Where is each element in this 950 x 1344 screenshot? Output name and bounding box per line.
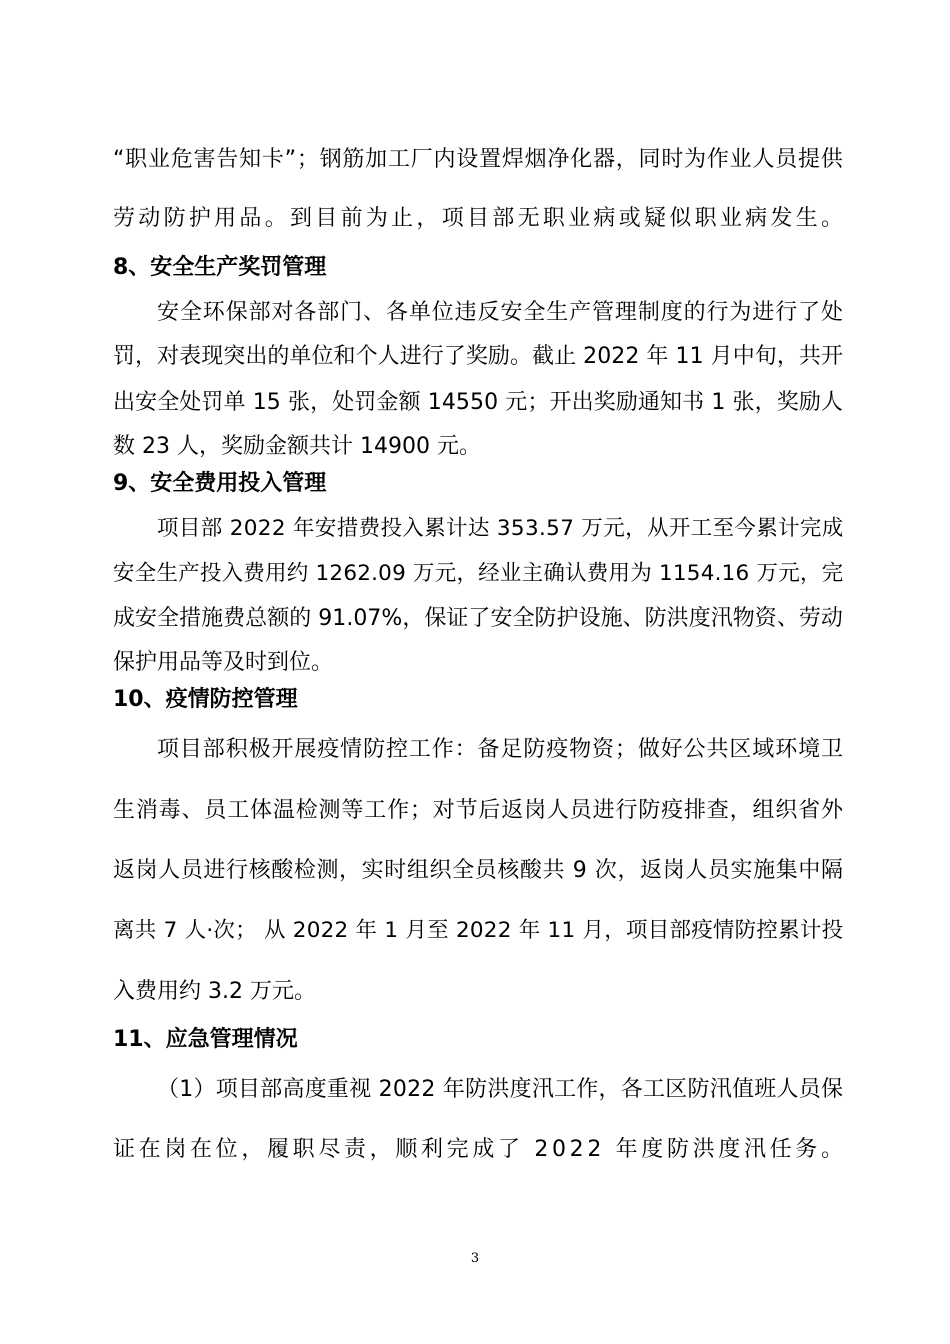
paragraph-line: 返岗人员进行核酸检测，实时组织全员核酸共 9 次，返岗人员实施集中隔 bbox=[113, 858, 844, 883]
section-heading: 8、安全生产奖罚管理 bbox=[113, 255, 327, 280]
paragraph-line: 离共 7 人·次； 从 2022 年 1 月至 2022 年 11 月，项目部疫情防控累计投 bbox=[113, 918, 844, 943]
paragraph-line: 安全环保部对各部门、各单位违反安全生产管理制度的行为进行了处 bbox=[157, 300, 844, 325]
page-number: 3 bbox=[470, 1251, 480, 1266]
paragraph-line: 入费用约 3.2 万元。 bbox=[113, 979, 316, 1004]
section-heading: 11、应急管理情况 bbox=[113, 1027, 298, 1052]
paragraph-line: 安全生产投入费用约 1262.09 万元，经业主确认费用为 1154.16 万元，完 bbox=[113, 561, 844, 586]
paragraph-line: 项目部积极开展疫情防控工作：备足防疫物资；做好公共区域环境卫 bbox=[157, 737, 844, 762]
paragraph-line: 出安全处罚单 15 张，处罚金额 14550 元；开出奖励通知书 1 张，奖励人 bbox=[113, 390, 844, 415]
section-heading: 10、疫情防控管理 bbox=[113, 687, 298, 712]
paragraph-line: 项目部 2022 年安措费投入累计达 353.57 万元，从开工至今累计完成 bbox=[157, 516, 844, 541]
section-heading: 9、安全费用投入管理 bbox=[113, 471, 327, 496]
paragraph-line: （1）项目部高度重视 2022 年防洪度汛工作，各工区防汛值班人员保 bbox=[157, 1077, 844, 1102]
paragraph-line: 生消毒、员工体温检测等工作；对节后返岗人员进行防疫排查，组织省外 bbox=[113, 798, 844, 823]
paragraph-line: 保护用品等及时到位。 bbox=[113, 650, 334, 675]
paragraph-line: 劳动防护用品。到目前为止，项目部无职业病或疑似职业病发生。 bbox=[113, 206, 847, 231]
paragraph-line: 成安全措施费总额的 91.07%，保证了安全防护设施、防洪度汛物资、劳动 bbox=[113, 606, 843, 631]
paragraph-line: “职业危害告知卡”；钢筋加工厂内设置焊烟净化器，同时为作业人员提供 bbox=[113, 147, 844, 172]
paragraph-line: 证在岗在位，履职尽责，顺利完成了 2022 年度防洪度汛任务。 bbox=[113, 1137, 847, 1162]
paragraph-line: 罚，对表现突出的单位和个人进行了奖励。截止 2022 年 11 月中旬，共开 bbox=[113, 344, 844, 369]
paragraph-line: 数 23 人，奖励金额共计 14900 元。 bbox=[113, 434, 481, 459]
